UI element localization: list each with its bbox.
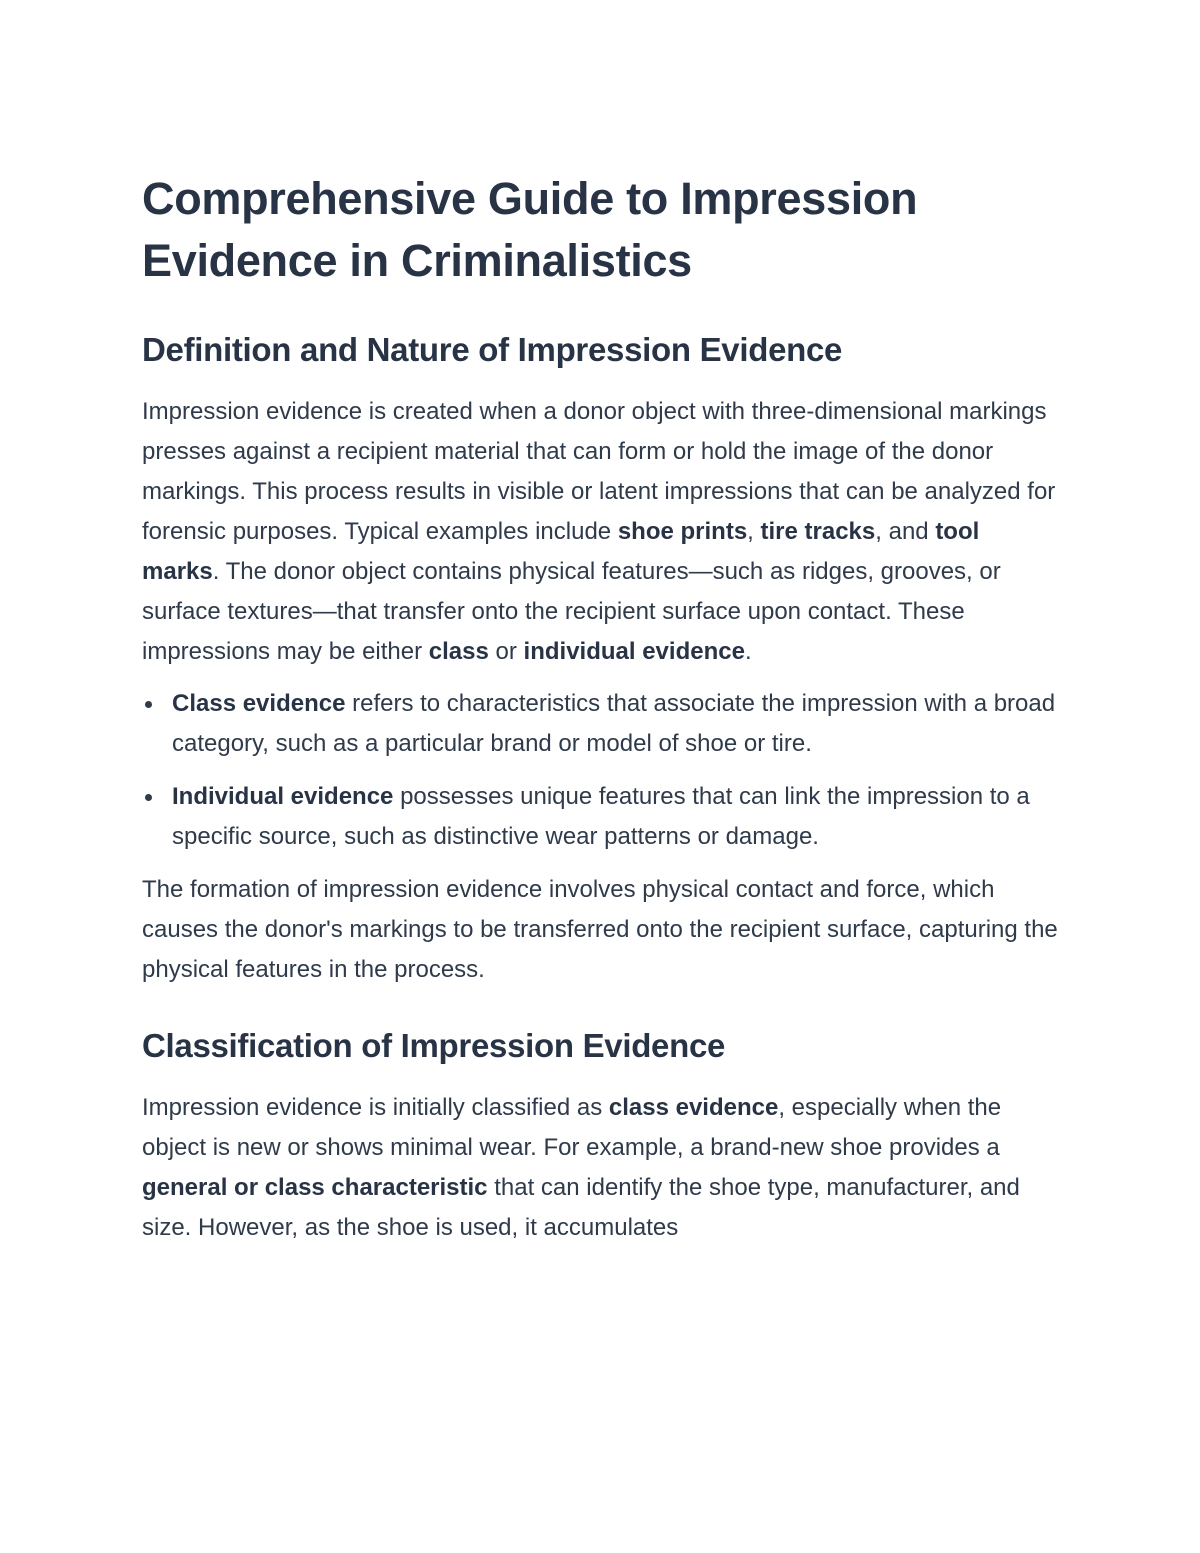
term-tool-marks: tool marks — [142, 518, 980, 585]
document-title: Comprehensive Guide to Impression Evidence in Criminalistics — [142, 173, 918, 286]
term-tire-tracks: tire tracks — [760, 518, 876, 545]
section-heading-classification: Classification of Impression Evidence — [142, 1027, 726, 1064]
evidence-type-list — [142, 684, 1062, 857]
list-item: Class evidence refers to characteristics that associate the impression with a broad category, such as a particular brand or model of shoe or tire. — [142, 684, 1062, 764]
formation-paragraph: The formation of impression evidence involves physical contact and force, which causes the donor's markings to be transferred onto the recipient surface, capturing the physical features in the process. — [142, 876, 1058, 983]
term-shoe-prints: shoe prints — [617, 518, 748, 545]
definition-paragraph: Impression evidence is created when a donor object with three-dimensional markings presses against a recipient material that can form or hold the image of the donor markings. This process results in visible or latent impressions that can be analyzed for forensic purposes. Typical examples include shoe prints, tire tracks, and tool marks. The donor object contains physical features—such as ridges, grooves, or surface textures—that transfer onto the recipient surface upon contact. These impressions may be either class or individual evidence. — [142, 398, 1056, 665]
list-item: Individual evidence possesses unique features that can link the impression to a specific source, such as distinctive wear patterns or damage. — [142, 777, 1062, 857]
document-page — [142, 168, 1062, 1248]
term-individual-evidence: individual evidence — [523, 638, 745, 665]
term-general-or-class-characteristic: general or class characteristic — [142, 1174, 488, 1201]
section-heading-definition: Definition and Nature of Impression Evidence — [142, 331, 843, 368]
classification-paragraph: Impression evidence is initially classified as class evidence, especially when the object is new or shows minimal wear. For example, a brand-new shoe provides a general or class characteristic that can identify the shoe type, manufacturer, and size. However, as the shoe is used, it accumulates — [142, 1094, 1020, 1241]
term-class-evidence: class evidence — [608, 1094, 779, 1121]
bullet-icon — [145, 701, 152, 708]
bullet-icon — [145, 794, 152, 801]
term-class: class — [428, 638, 489, 665]
